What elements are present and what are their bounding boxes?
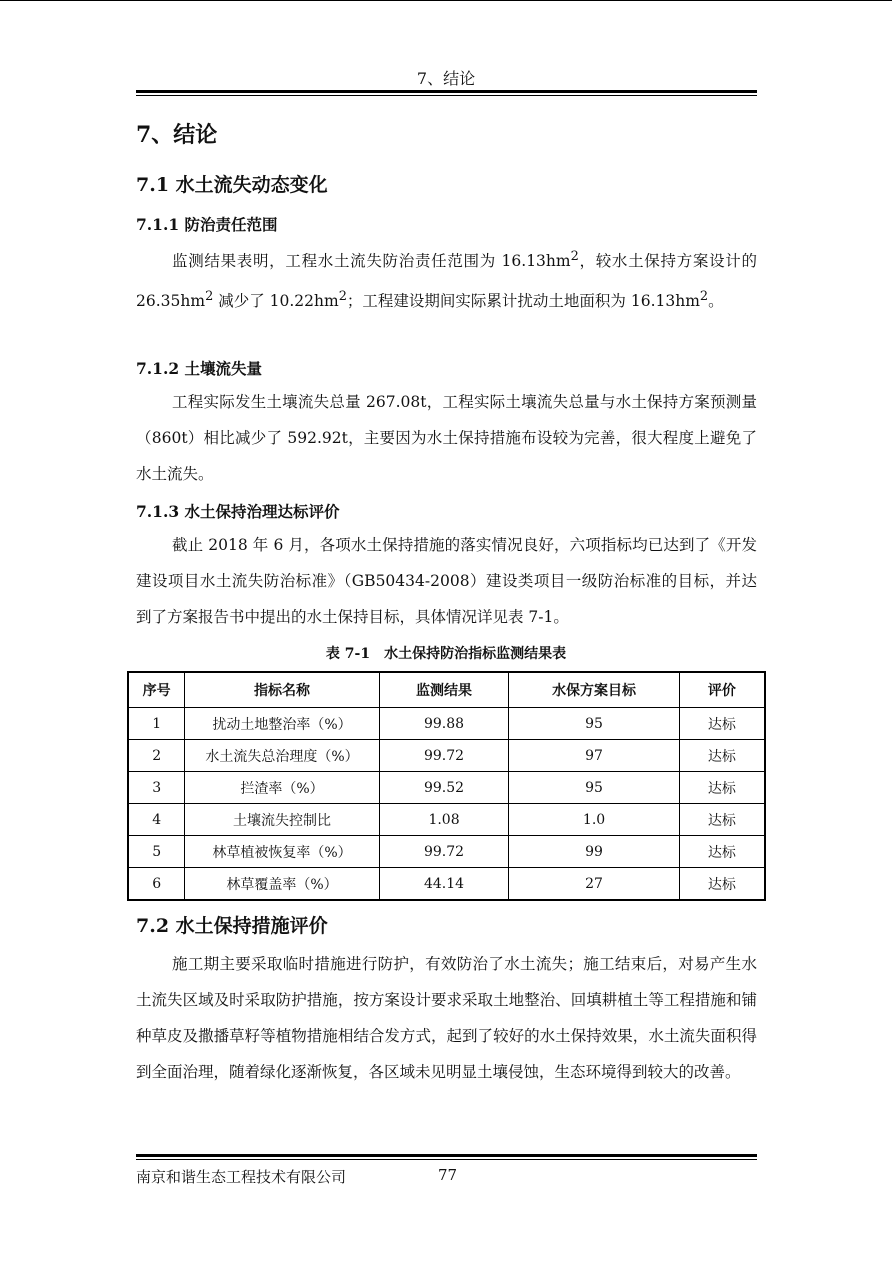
table-row: [128, 772, 765, 804]
cell-evaluation: 达标: [679, 740, 765, 772]
table-row: [128, 868, 765, 901]
running-header: 7、结论: [416, 69, 476, 88]
cell-index: 6: [128, 868, 185, 901]
cell-index: 4: [128, 804, 185, 836]
cell-index: 1: [128, 708, 185, 740]
cell-index: 2: [128, 740, 185, 772]
table-header-row: [128, 672, 765, 708]
cell-indicator: 拦渣率（%）: [185, 772, 379, 804]
page-number: 77: [438, 1166, 458, 1184]
footer-rule-thin: [136, 1159, 757, 1160]
page-top-border: [0, 0, 892, 1]
cell-index: 3: [128, 772, 185, 804]
table-row: [128, 708, 765, 740]
section-7-1-2-title: 7.1.2 土壤流失量: [136, 359, 263, 378]
col-header-result: 监测结果: [379, 672, 509, 708]
cell-result: 99.72: [379, 740, 509, 772]
cell-target: 95: [509, 772, 679, 804]
cell-target: 99: [509, 836, 679, 868]
cell-evaluation: 达标: [679, 836, 765, 868]
table-row: [128, 804, 765, 836]
section-7-1-1-title: 7.1.1 防治责任范围: [136, 215, 278, 234]
cell-target: 95: [509, 708, 679, 740]
cell-result: 1.08: [379, 804, 509, 836]
footer-company: 南京和谐生态工程技术有限公司: [136, 1168, 347, 1186]
table-caption: 表 7-1 水土保持防治指标监测结果表: [325, 646, 567, 662]
section-7-1-title: 7.1 水土流失动态变化: [136, 174, 328, 196]
footer-rule: [136, 1154, 757, 1157]
cell-index: 5: [128, 836, 185, 868]
cell-indicator: 林草植被恢复率（%）: [185, 836, 379, 868]
cell-target: 1.0: [509, 804, 679, 836]
monitoring-results-table: [127, 671, 766, 901]
col-header-indicator: 指标名称: [185, 672, 379, 708]
cell-target: 97: [509, 740, 679, 772]
cell-evaluation: 达标: [679, 868, 765, 901]
cell-result: 44.14: [379, 868, 509, 901]
cell-result: 99.52: [379, 772, 509, 804]
table-row: [128, 740, 765, 772]
col-header-index: 序号: [128, 672, 185, 708]
chapter-title: 7、结论: [136, 122, 218, 148]
section-7-1-2-paragraph: 工程实际发生土壤流失总量 267.08t，工程实际土壤流失总量与水土保持方案预测量（860t）相比减少了 592.92t，主要因为水土保持措施布设较为完善，很大程度上避免了水土流失。: [136, 393, 757, 483]
cell-indicator: 水土流失总治理度（%）: [185, 740, 379, 772]
col-header-target: 水保方案目标: [509, 672, 679, 708]
section-7-2-title: 7.2 水土保持措施评价: [136, 915, 328, 937]
section-7-1-3-title: 7.1.3 水土保持治理达标评价: [136, 502, 340, 521]
cell-indicator: 林草覆盖率（%）: [185, 868, 379, 901]
table-row: [128, 836, 765, 868]
header-rule-thin: [136, 95, 757, 96]
cell-target: 27: [509, 868, 679, 901]
cell-evaluation: 达标: [679, 772, 765, 804]
col-header-evaluation: 评价: [679, 672, 765, 708]
section-7-2-paragraph: 施工期主要采取临时措施进行防护，有效防治了水土流失；施工结束后，对易产生水土流失区域及时采取防护措施，按方案设计要求采取土地整治、回填耕植土等工程措施和铺种草皮及撒播草籽等植物措施相结合发方式，起到了较好的水土保持效果，水土流失面积得到全面治理，随着绿化逐渐恢复，各区域未见明显土壤侵蚀，生态环境得到较大的改善。: [136, 955, 757, 1081]
cell-result: 99.88: [379, 708, 509, 740]
cell-indicator: 土壤流失控制比: [185, 804, 379, 836]
cell-evaluation: 达标: [679, 708, 765, 740]
section-7-1-1-paragraph: 监测结果表明，工程水土流失防治责任范围为 $16.13hm^2$，较水土保持方案设计的 $26.35hm^2$ 减少了 $10.22hm^2$；工程建设期间实际累计扰动土地面积为 $16.13hm^2$。: [136, 249, 757, 311]
cell-indicator: 扰动土地整治率（%）: [185, 708, 379, 740]
cell-result: 99.72: [379, 836, 509, 868]
header-rule: [136, 90, 757, 93]
cell-evaluation: 达标: [679, 804, 765, 836]
section-7-1-3-paragraph: 截止 2018 年 6 月，各项水土保持措施的落实情况良好，六项指标均已达到了《开发建设项目水土流失防治标准》（GB50434-2008）建设类项目一级防治标准的目标，并达到了方案报告书中提出的水土保持目标，具体情况详见表 7-1。: [136, 536, 757, 626]
